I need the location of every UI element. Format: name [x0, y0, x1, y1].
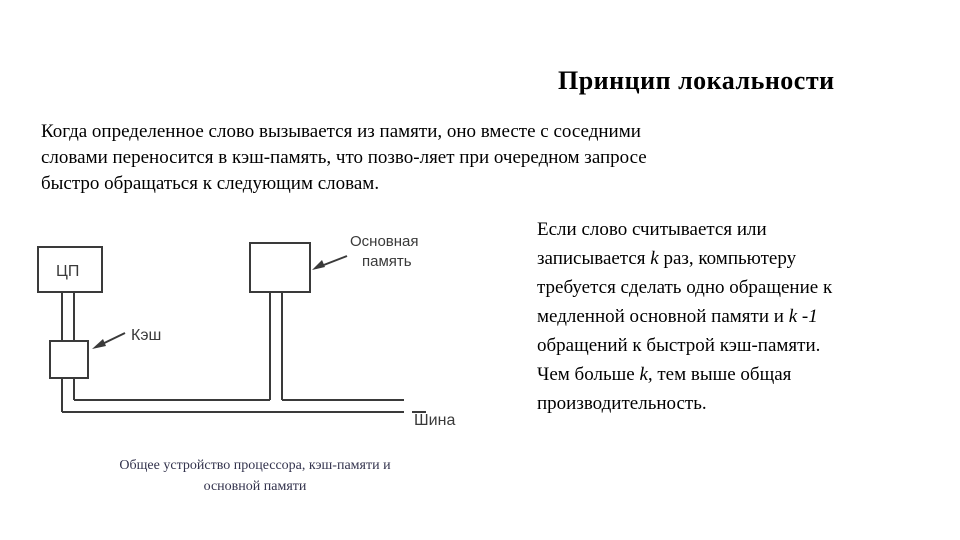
note-text: записывается: [537, 248, 651, 269]
intro-line: быстро обращаться к следующим словам.: [41, 173, 380, 194]
diagram-caption: [70, 455, 440, 497]
note-line: [537, 302, 937, 331]
note-text: медленной основной памяти и: [537, 306, 789, 327]
intro-line: Когда определенное слово вызывается из памяти, оно вместе с соседними: [41, 121, 641, 142]
variable-k: k: [650, 248, 659, 269]
note-text: раз, компьютеру: [658, 248, 797, 269]
caption-line: основной памяти: [203, 479, 307, 494]
memory-label-line2: память: [362, 253, 412, 270]
bus-label: Шина: [414, 412, 456, 429]
note-line: Если слово считывается или: [537, 219, 767, 240]
cache-label: Кэш: [131, 327, 162, 344]
memory-box: [250, 243, 310, 292]
cache-box: [50, 341, 88, 378]
intro-line: словами переносится в кэш-память, что позво-ляет при очередном запросе: [41, 147, 647, 168]
memory-arrowhead: [312, 260, 325, 270]
variable-k-minus-1: k -1: [788, 306, 818, 327]
note-text: тем выше общая: [652, 364, 792, 385]
performance-note: [537, 215, 937, 418]
note-text: Чем больше: [537, 364, 640, 385]
memory-label-line1: Основная: [350, 233, 419, 250]
slide-title: Принцип локальности: [558, 66, 835, 95]
note-line: [537, 360, 937, 389]
note-line: обращений к быстрой кэш-памяти.: [537, 335, 821, 356]
note-line: [537, 244, 937, 273]
caption-line: Общее устройство процессора, кэш-памяти и: [119, 458, 391, 473]
note-line: производительность.: [537, 393, 707, 414]
cpu-label: ЦП: [56, 263, 80, 280]
variable-k: k,: [639, 364, 653, 385]
note-line: требуется сделать одно обращение к: [537, 277, 833, 298]
cache-arrowhead: [92, 339, 106, 349]
